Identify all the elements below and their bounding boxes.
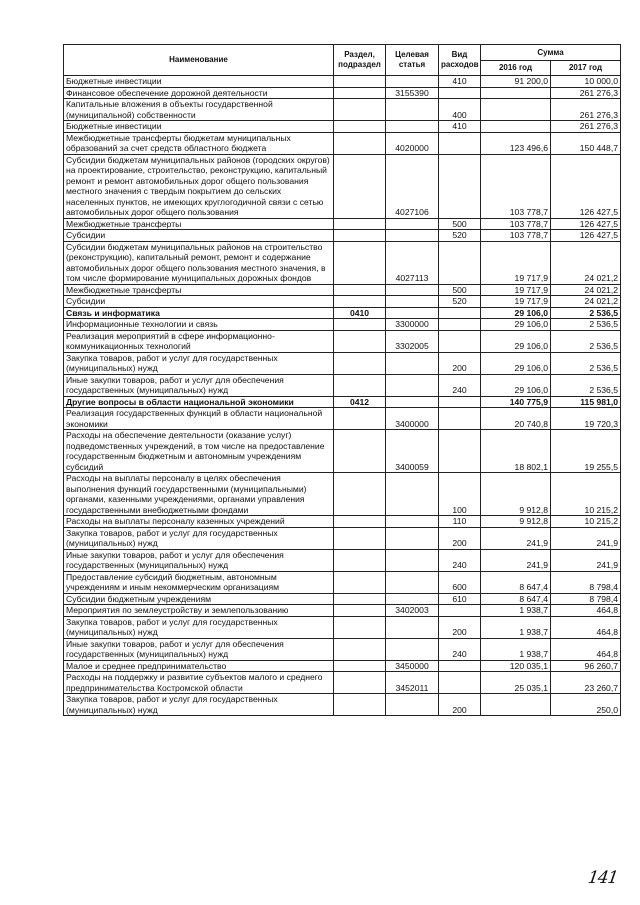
row-section — [334, 374, 386, 396]
row-name: Субсидии — [64, 296, 334, 308]
row-sum-2017: 261 276,3 — [551, 99, 621, 121]
row-section — [334, 473, 386, 516]
row-sum-2016: 8 647,4 — [481, 593, 551, 605]
row-target — [386, 76, 439, 88]
header-kind: Вид расходов — [439, 45, 481, 76]
table-row — [64, 330, 621, 352]
row-name: Расходы на выплаты персоналу казенных учреждений — [64, 516, 334, 528]
row-sum-2016: 91 200,0 — [481, 76, 551, 88]
table-row — [64, 660, 621, 672]
row-sum-2016: 18 802,1 — [481, 430, 551, 473]
header-section: Раздел, подраздел — [334, 45, 386, 76]
row-section — [334, 154, 386, 218]
row-section — [334, 660, 386, 672]
table-row — [64, 549, 621, 571]
row-sum-2016: 1 938,7 — [481, 605, 551, 617]
row-name: Субсидии бюджетным учреждениям — [64, 593, 334, 605]
row-section — [334, 218, 386, 230]
row-target: 3400000 — [386, 408, 439, 430]
table-row — [64, 132, 621, 154]
row-sum-2016 — [481, 99, 551, 121]
row-section — [334, 694, 386, 716]
page-number: 141 — [586, 868, 619, 888]
table-row — [64, 396, 621, 408]
row-sum-2017: 126 427,5 — [551, 218, 621, 230]
row-section — [334, 121, 386, 133]
row-name: Закупка товаров, работ и услуг для государственных (муниципальных) нужд — [64, 616, 334, 638]
row-kind — [439, 430, 481, 473]
row-sum-2016: 19 717,9 — [481, 241, 551, 284]
table-row — [64, 154, 621, 218]
row-name: Закупка товаров, работ и услуг для государственных (муниципальных) нужд — [64, 527, 334, 549]
table-row — [64, 296, 621, 308]
table-row — [64, 121, 621, 133]
row-target — [386, 352, 439, 374]
row-target — [386, 616, 439, 638]
row-sum-2016: 103 778,7 — [481, 154, 551, 218]
table-row — [64, 605, 621, 617]
row-target: 4020000 — [386, 132, 439, 154]
row-sum-2017: 23 260,7 — [551, 672, 621, 694]
row-kind: 610 — [439, 593, 481, 605]
row-name: Иные закупки товаров, работ и услуг для обеспечения государственных (муниципальных) нужд — [64, 374, 334, 396]
row-name: Бюджетные инвестиции — [64, 76, 334, 88]
row-sum-2016: 29 106,0 — [481, 352, 551, 374]
table-row — [64, 516, 621, 528]
row-sum-2016: 123 496,6 — [481, 132, 551, 154]
row-kind: 240 — [439, 638, 481, 660]
row-section — [334, 319, 386, 331]
row-kind — [439, 319, 481, 331]
row-name: Межбюджетные трансферты бюджетам муниципальных образований за счет средств областного бюджета — [64, 132, 334, 154]
table-row — [64, 408, 621, 430]
row-name: Субсидии бюджетам муниципальных районов (городских округов) на проектирование, строительство, реконструкцию, капитальный ремонт и ремонт автомобильных дорог общего пользования местного значения с твердым покрытием до сельских населенных пунктов, не имеющих круглогодичной связи с сетью автомобильных дорог общего пользования — [64, 154, 334, 218]
row-sum-2016: 103 778,7 — [481, 230, 551, 242]
row-section: 0410 — [334, 307, 386, 319]
row-name: Связь и информатика — [64, 307, 334, 319]
row-name: Малое и среднее предпринимательство — [64, 660, 334, 672]
row-kind: 500 — [439, 218, 481, 230]
row-section — [334, 638, 386, 660]
row-section — [334, 284, 386, 296]
row-sum-2017: 241,9 — [551, 549, 621, 571]
row-target: 3402003 — [386, 605, 439, 617]
row-sum-2016: 241,9 — [481, 549, 551, 571]
row-kind: 410 — [439, 121, 481, 133]
row-kind — [439, 132, 481, 154]
table-row — [64, 616, 621, 638]
row-name: Финансовое обеспечение дорожной деятельности — [64, 87, 334, 99]
row-name: Предоставление субсидий бюджетным, автономным учреждениям и иным некоммерческим организациям — [64, 571, 334, 593]
row-section — [334, 352, 386, 374]
row-sum-2016: 140 775,9 — [481, 396, 551, 408]
row-sum-2017: 250,0 — [551, 694, 621, 716]
budget-table — [63, 44, 621, 716]
row-sum-2017: 10 215,2 — [551, 516, 621, 528]
row-sum-2016: 29 106,0 — [481, 330, 551, 352]
row-section — [334, 76, 386, 88]
table-row — [64, 352, 621, 374]
row-name: Закупка товаров, работ и услуг для государственных (муниципальных) нужд — [64, 694, 334, 716]
row-kind — [439, 408, 481, 430]
row-sum-2016 — [481, 694, 551, 716]
row-target: 4027113 — [386, 241, 439, 284]
row-name: Реализация государственных функций в области национальной экономики — [64, 408, 334, 430]
row-section — [334, 330, 386, 352]
row-target — [386, 638, 439, 660]
row-sum-2017: 261 276,3 — [551, 87, 621, 99]
header-year-2016: 2016 год — [481, 61, 551, 76]
row-sum-2016: 1 938,7 — [481, 616, 551, 638]
row-sum-2017: 464,8 — [551, 638, 621, 660]
row-sum-2017: 24 021,2 — [551, 284, 621, 296]
row-section — [334, 87, 386, 99]
header-year-2017: 2017 год — [551, 61, 621, 76]
row-sum-2016: 29 106,0 — [481, 307, 551, 319]
row-name: Иные закупки товаров, работ и услуг для обеспечения государственных (муниципальных) нужд — [64, 638, 334, 660]
row-section — [334, 616, 386, 638]
table-row — [64, 672, 621, 694]
row-kind: 410 — [439, 76, 481, 88]
row-sum-2016: 9 912,8 — [481, 473, 551, 516]
row-name: Закупка товаров, работ и услуг для государственных (муниципальных) нужд — [64, 352, 334, 374]
row-name: Капитальные вложения в объекты государственной (муниципальной) собственности — [64, 99, 334, 121]
header-target: Целевая статья — [386, 45, 439, 76]
row-sum-2016: 29 106,0 — [481, 374, 551, 396]
row-kind: 200 — [439, 616, 481, 638]
row-section — [334, 593, 386, 605]
row-target — [386, 218, 439, 230]
row-target — [386, 473, 439, 516]
row-section — [334, 408, 386, 430]
row-name: Расходы на выплаты персоналу в целях обеспечения выполнения функций государственными (муниципальными) органами, казенными учреждениями, органами управления государственными внебюджетными фондами — [64, 473, 334, 516]
table-row — [64, 571, 621, 593]
row-sum-2017: 2 536,5 — [551, 352, 621, 374]
row-kind — [439, 660, 481, 672]
row-target: 3155390 — [386, 87, 439, 99]
row-kind — [439, 87, 481, 99]
row-sum-2016: 19 717,9 — [481, 284, 551, 296]
table-row — [64, 527, 621, 549]
row-name: Бюджетные инвестиции — [64, 121, 334, 133]
row-sum-2017: 96 260,7 — [551, 660, 621, 672]
row-sum-2017: 19 255,5 — [551, 430, 621, 473]
row-sum-2017: 464,8 — [551, 605, 621, 617]
row-kind: 400 — [439, 99, 481, 121]
row-section — [334, 241, 386, 284]
row-name: Субсидии — [64, 230, 334, 242]
row-name: Межбюджетные трансферты — [64, 218, 334, 230]
row-name: Реализация мероприятий в сфере информационно-коммуникационных технологий — [64, 330, 334, 352]
row-target: 3302005 — [386, 330, 439, 352]
table-row — [64, 694, 621, 716]
row-name: Иные закупки товаров, работ и услуг для обеспечения государственных (муниципальных) нужд — [64, 549, 334, 571]
row-section — [334, 430, 386, 473]
row-target — [386, 121, 439, 133]
row-sum-2016: 120 035,1 — [481, 660, 551, 672]
row-kind: 520 — [439, 296, 481, 308]
row-sum-2017: 2 536,5 — [551, 374, 621, 396]
row-kind: 100 — [439, 473, 481, 516]
row-sum-2017: 8 798,4 — [551, 571, 621, 593]
row-sum-2016 — [481, 121, 551, 133]
row-target: 4027106 — [386, 154, 439, 218]
row-kind — [439, 396, 481, 408]
row-kind: 500 — [439, 284, 481, 296]
row-sum-2016: 1 938,7 — [481, 638, 551, 660]
row-sum-2016: 9 912,8 — [481, 516, 551, 528]
row-sum-2016: 241,9 — [481, 527, 551, 549]
row-kind — [439, 672, 481, 694]
row-sum-2017: 10 215,2 — [551, 473, 621, 516]
table-row — [64, 76, 621, 88]
row-kind: 600 — [439, 571, 481, 593]
row-section — [334, 230, 386, 242]
table-row — [64, 284, 621, 296]
table-row — [64, 593, 621, 605]
table-row — [64, 230, 621, 242]
row-target — [386, 549, 439, 571]
row-sum-2017: 2 536,5 — [551, 319, 621, 331]
row-target: 3452011 — [386, 672, 439, 694]
row-sum-2017: 115 981,0 — [551, 396, 621, 408]
row-section — [334, 549, 386, 571]
row-target — [386, 593, 439, 605]
row-section: 0412 — [334, 396, 386, 408]
table-row — [64, 241, 621, 284]
row-sum-2017: 2 536,5 — [551, 307, 621, 319]
row-sum-2017: 24 021,2 — [551, 241, 621, 284]
row-kind: 200 — [439, 694, 481, 716]
row-target — [386, 571, 439, 593]
row-sum-2017: 126 427,5 — [551, 154, 621, 218]
row-kind: 240 — [439, 374, 481, 396]
row-name: Расходы на обеспечение деятельности (оказание услуг) подведомственных учреждений, в том числе на предоставление государственным бюджетным и автономным учреждениям субсидий — [64, 430, 334, 473]
row-target — [386, 230, 439, 242]
row-target: 3400059 — [386, 430, 439, 473]
row-sum-2016: 20 740,8 — [481, 408, 551, 430]
row-sum-2016: 19 717,9 — [481, 296, 551, 308]
row-target — [386, 307, 439, 319]
header-name: Наименование — [64, 45, 334, 76]
row-section — [334, 605, 386, 617]
row-sum-2017: 126 427,5 — [551, 230, 621, 242]
row-name: Другие вопросы в области национальной экономики — [64, 396, 334, 408]
row-target: 3300000 — [386, 319, 439, 331]
table-row — [64, 430, 621, 473]
row-kind — [439, 605, 481, 617]
row-section — [334, 132, 386, 154]
header-sum: Сумма — [481, 45, 621, 61]
row-kind — [439, 307, 481, 319]
row-sum-2017: 2 536,5 — [551, 330, 621, 352]
row-target — [386, 516, 439, 528]
table-row — [64, 319, 621, 331]
table-row — [64, 99, 621, 121]
row-target — [386, 284, 439, 296]
row-target: 3450000 — [386, 660, 439, 672]
row-sum-2017: 150 448,7 — [551, 132, 621, 154]
row-kind: 200 — [439, 352, 481, 374]
table-row — [64, 473, 621, 516]
table-body — [64, 76, 621, 716]
row-name: Информационные технологии и связь — [64, 319, 334, 331]
row-sum-2017: 241,9 — [551, 527, 621, 549]
row-name: Мероприятия по землеустройству и землепользованию — [64, 605, 334, 617]
row-sum-2017: 10 000,0 — [551, 76, 621, 88]
row-section — [334, 516, 386, 528]
row-section — [334, 527, 386, 549]
row-sum-2016: 29 106,0 — [481, 319, 551, 331]
row-name: Расходы на поддержку и развитие субъектов малого и среднего предпринимательства Костромской области — [64, 672, 334, 694]
row-sum-2017: 8 798,4 — [551, 593, 621, 605]
row-kind: 110 — [439, 516, 481, 528]
row-kind: 240 — [439, 549, 481, 571]
table-row — [64, 307, 621, 319]
table-row — [64, 374, 621, 396]
row-name: Субсидии бюджетам муниципальных районов на строительство (реконструкцию), капитальный ремонт, ремонт и содержание автомобильных дорог общего пользования местного значения, в том числе формирование муниципальных дорожных фондов — [64, 241, 334, 284]
row-kind: 200 — [439, 527, 481, 549]
row-section — [334, 99, 386, 121]
row-section — [334, 672, 386, 694]
table-row — [64, 87, 621, 99]
row-sum-2016: 25 035,1 — [481, 672, 551, 694]
table-row — [64, 218, 621, 230]
row-sum-2017: 24 021,2 — [551, 296, 621, 308]
row-target — [386, 694, 439, 716]
row-kind — [439, 154, 481, 218]
row-sum-2016 — [481, 87, 551, 99]
table-row — [64, 638, 621, 660]
row-sum-2017: 19 720,3 — [551, 408, 621, 430]
row-target — [386, 99, 439, 121]
row-section — [334, 296, 386, 308]
row-section — [334, 571, 386, 593]
row-kind — [439, 241, 481, 284]
row-target — [386, 527, 439, 549]
row-sum-2017: 261 276,3 — [551, 121, 621, 133]
row-target — [386, 396, 439, 408]
row-name: Межбюджетные трансферты — [64, 284, 334, 296]
row-target — [386, 374, 439, 396]
row-kind: 520 — [439, 230, 481, 242]
row-sum-2016: 103 778,7 — [481, 218, 551, 230]
row-sum-2017: 464,8 — [551, 616, 621, 638]
row-kind — [439, 330, 481, 352]
row-target — [386, 296, 439, 308]
row-sum-2016: 8 647,4 — [481, 571, 551, 593]
